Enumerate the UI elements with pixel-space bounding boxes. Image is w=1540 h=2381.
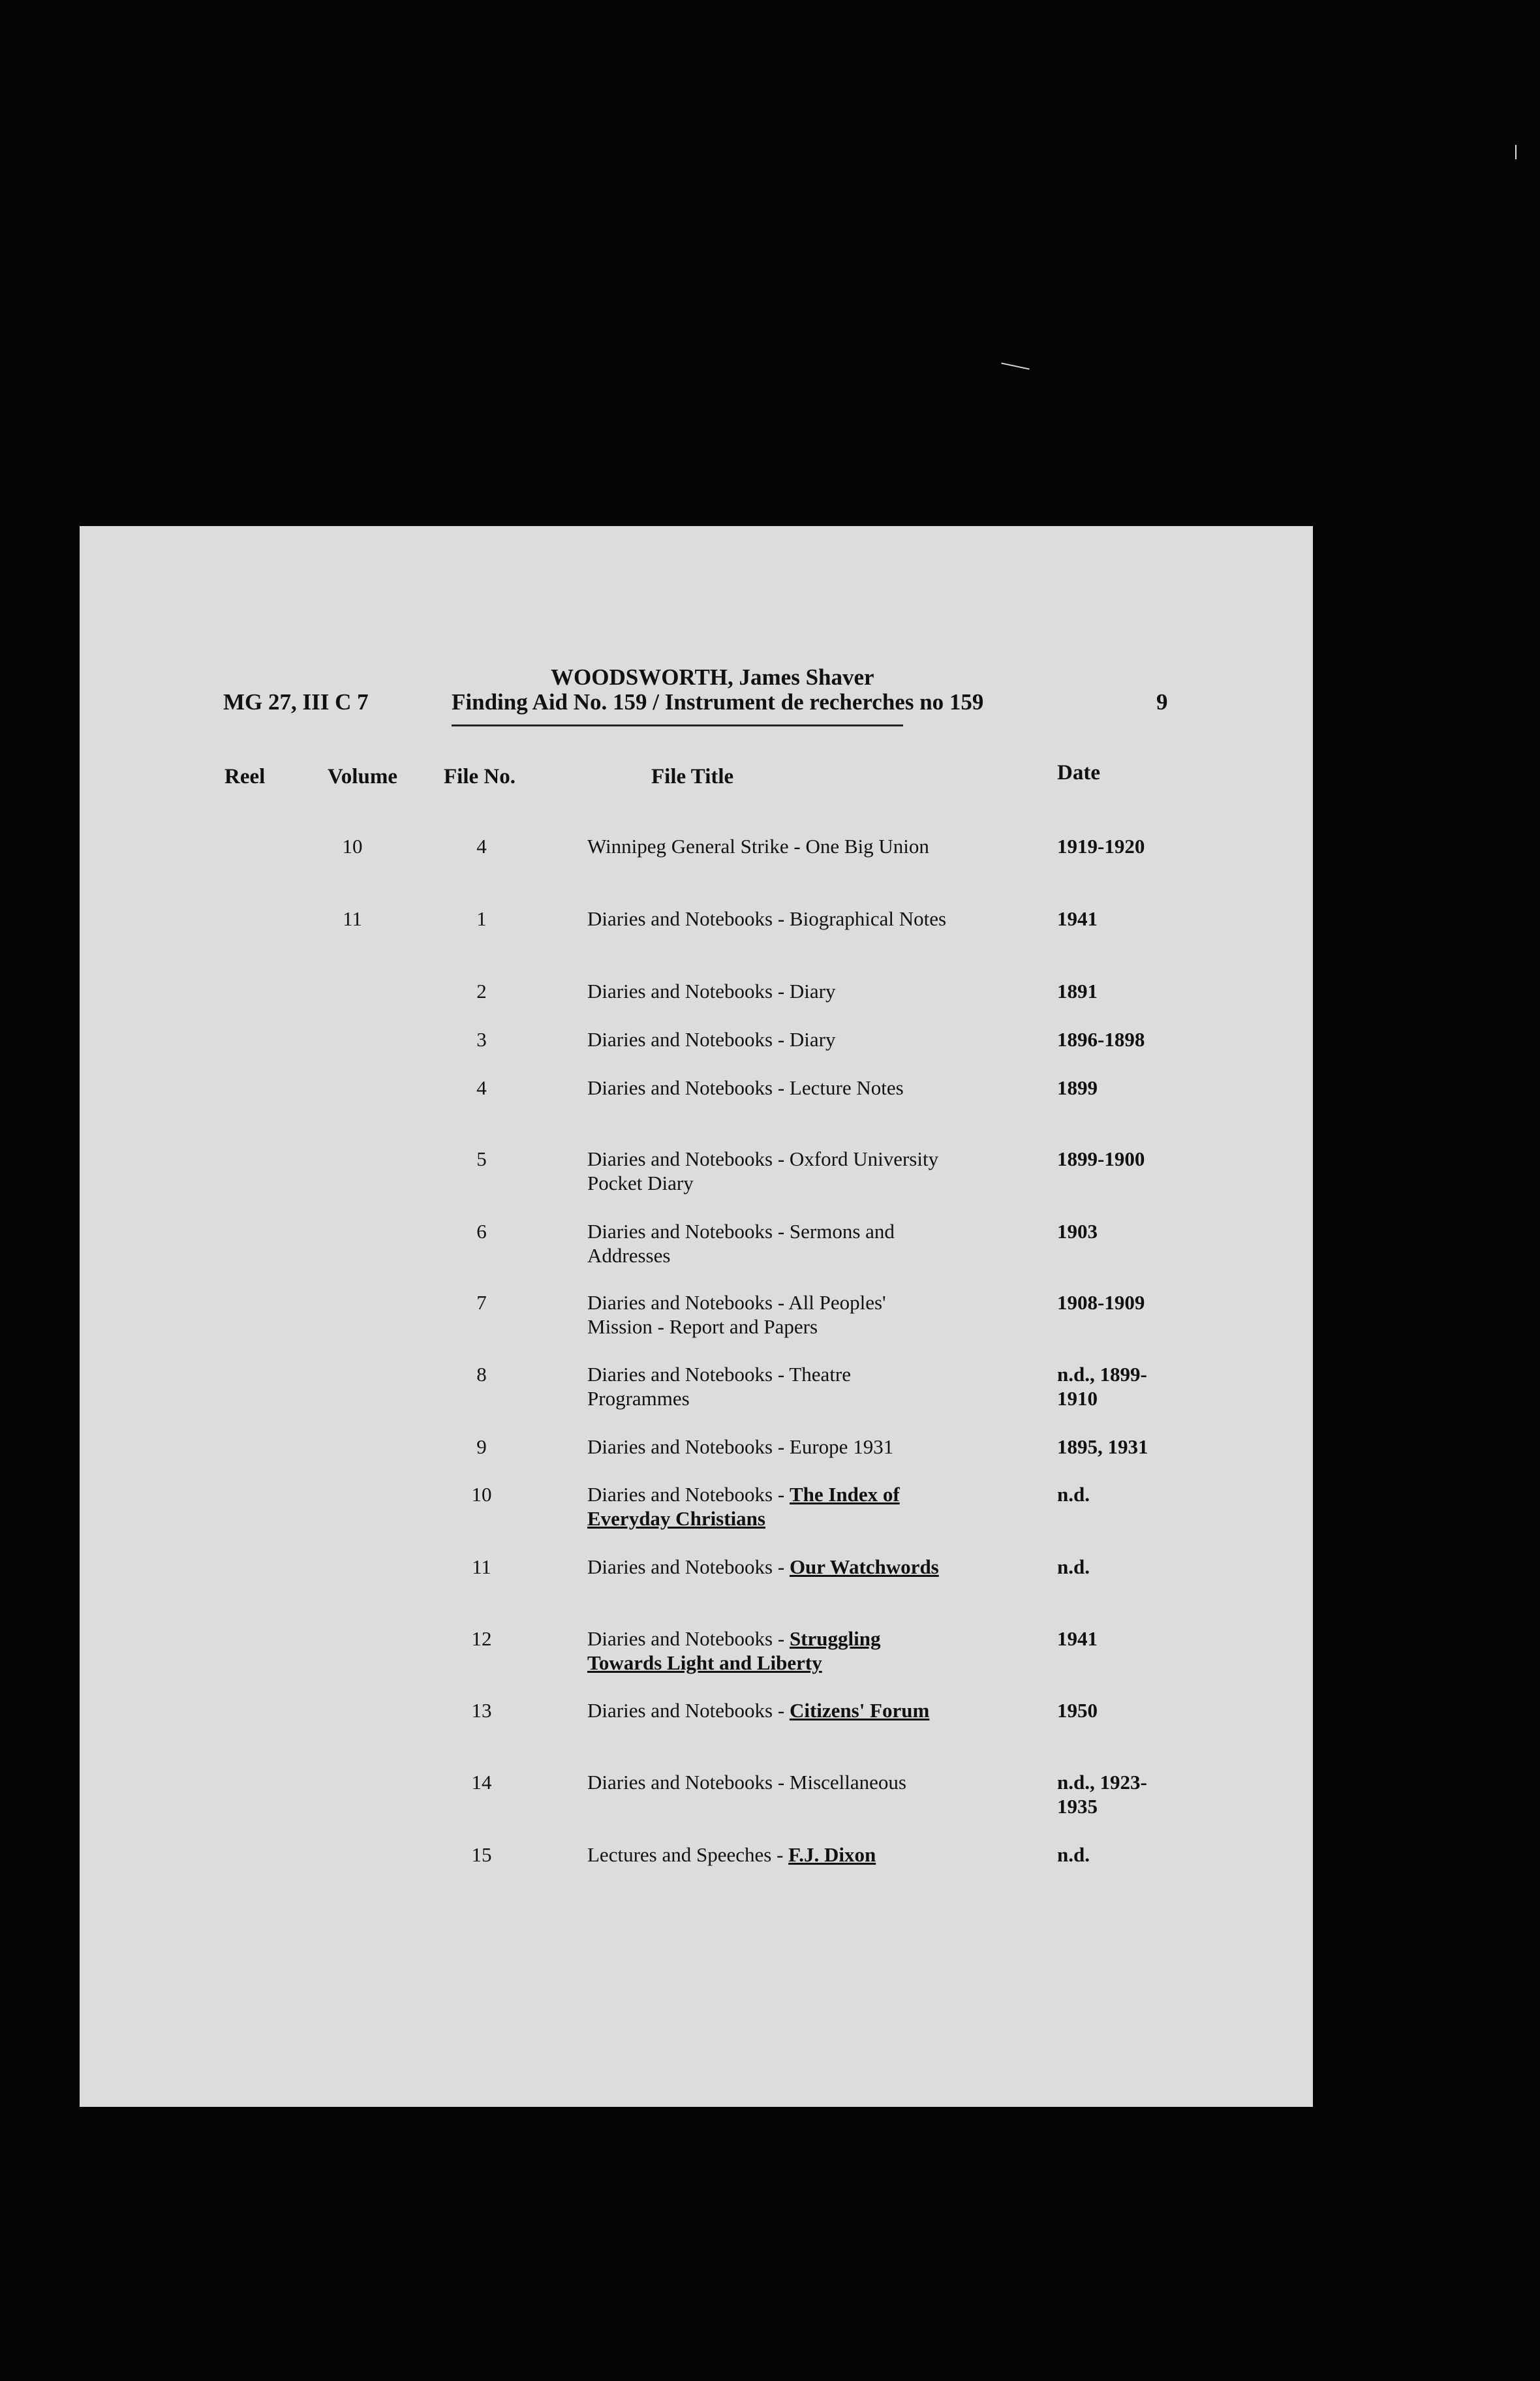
- file-title-text: Diaries and Notebooks - Theatre Programmes: [587, 1363, 852, 1410]
- file-title-text: Diaries and Notebooks -: [587, 1483, 790, 1506]
- date-cell: 1903: [1057, 1220, 1098, 1243]
- file-number-cell: 10: [471, 1483, 492, 1506]
- file-title-underlined-text: F.J. Dixon: [788, 1843, 876, 1866]
- file-title-cell: [587, 1482, 953, 1531]
- scan-mark: [1001, 362, 1029, 369]
- finding-aid-title: Finding Aid No. 159 / Instrument de recherches no 159: [452, 689, 984, 715]
- date-cell: 1899-1900: [1057, 1147, 1145, 1170]
- file-number-cell: 11: [472, 1555, 491, 1578]
- file-title-cell: [587, 1698, 953, 1722]
- document-page: [80, 526, 1313, 2107]
- file-title-cell: [587, 1362, 953, 1410]
- file-number-cell: 9: [476, 1435, 487, 1458]
- file-title-text: Lectures and Speeches -: [587, 1843, 789, 1866]
- date-cell: 1891: [1057, 980, 1098, 1003]
- file-title-cell: [587, 1076, 953, 1100]
- scan-mark: [1515, 145, 1517, 159]
- date-cell: 1919-1920: [1057, 835, 1145, 858]
- column-header-date: Date: [1057, 761, 1100, 785]
- file-title-cell: [587, 1219, 953, 1268]
- file-title-cell: [587, 1770, 953, 1794]
- file-number-cell: 2: [476, 980, 487, 1003]
- file-title-text: Diaries and Notebooks - All Peoples' Mission - Report and Papers: [587, 1291, 886, 1338]
- date-cell: 1950: [1057, 1699, 1098, 1722]
- file-title-cell: [587, 907, 953, 931]
- column-header-reel: Reel: [224, 765, 266, 788]
- file-title-cell: [587, 1147, 953, 1195]
- date-cell: 1941: [1057, 1627, 1098, 1650]
- date-cell: 1908-1909: [1057, 1291, 1145, 1314]
- date-cell: n.d.: [1057, 1843, 1090, 1866]
- file-number-cell: 6: [476, 1220, 487, 1243]
- file-title-cell: [587, 1626, 953, 1675]
- file-number-cell: 7: [476, 1291, 487, 1314]
- file-title-text: Diaries and Notebooks - Sermons and Addresses: [587, 1220, 895, 1267]
- fonds-reference: MG 27, III C 7: [223, 689, 369, 715]
- file-number-cell: 1: [476, 907, 487, 930]
- file-title-underlined-text: Citizens' Forum: [789, 1699, 930, 1722]
- volume-cell: 10: [342, 835, 363, 858]
- file-number-cell: 13: [471, 1699, 492, 1722]
- file-title-text: Diaries and Notebooks -: [587, 1555, 790, 1578]
- file-title-text: Diaries and Notebooks - Diary: [587, 980, 836, 1003]
- file-title-text: Diaries and Notebooks -: [587, 1699, 790, 1722]
- file-title-underlined-text: Our Watchwords: [789, 1555, 939, 1578]
- file-title-cell: [587, 1027, 953, 1051]
- date-cell: 1941: [1057, 907, 1098, 930]
- file-title-cell: [587, 1555, 953, 1579]
- column-header-file-no: File No.: [444, 765, 516, 788]
- date-cell: n.d., 1923-1935: [1057, 1771, 1147, 1818]
- file-title-text: Diaries and Notebooks - Europe 1931: [587, 1435, 894, 1458]
- file-title-cell: [587, 834, 953, 858]
- file-title-cell: [587, 1843, 953, 1867]
- file-title-text: Winnipeg General Strike - One Big Union: [587, 835, 929, 858]
- date-cell: n.d.: [1057, 1483, 1090, 1506]
- file-title-text: Diaries and Notebooks - Oxford University Pocket Diary: [587, 1147, 939, 1194]
- file-number-cell: 4: [476, 835, 487, 858]
- file-title-text: Diaries and Notebooks - Diary: [587, 1028, 836, 1051]
- date-cell: 1895, 1931: [1057, 1435, 1148, 1458]
- file-number-cell: 14: [471, 1771, 492, 1794]
- volume-cell: 11: [343, 907, 362, 930]
- file-title-cell: [587, 1435, 953, 1459]
- date-cell: 1899: [1057, 1076, 1098, 1099]
- file-number-cell: 4: [476, 1076, 487, 1099]
- file-number-cell: 8: [476, 1363, 487, 1386]
- date-cell: 1896-1898: [1057, 1028, 1145, 1051]
- page-number: 9: [1156, 689, 1168, 715]
- file-title-text: Diaries and Notebooks -: [587, 1627, 790, 1650]
- file-number-cell: 12: [471, 1627, 492, 1650]
- column-header-volume: Volume: [328, 765, 397, 788]
- file-title-underlined-text: Struggling Towards Light and Liberty: [587, 1627, 881, 1674]
- file-title-text: Diaries and Notebooks - Miscellaneous: [587, 1771, 906, 1794]
- date-cell: n.d.: [1057, 1555, 1090, 1578]
- file-list: [80, 526, 1313, 2107]
- file-title-cell: [587, 1290, 953, 1339]
- date-cell: n.d., 1899-1910: [1057, 1363, 1147, 1410]
- file-number-cell: 5: [476, 1147, 487, 1170]
- file-title-text: Diaries and Notebooks - Biographical Notes: [587, 907, 947, 930]
- file-title-cell: [587, 979, 953, 1003]
- file-title-underlined-text: The Index of Everyday Christians: [587, 1483, 900, 1530]
- file-number-cell: 15: [471, 1843, 492, 1866]
- file-number-cell: 3: [476, 1028, 487, 1051]
- collection-name: WOODSWORTH, James Shaver: [551, 664, 874, 690]
- column-header-file-title: File Title: [651, 765, 734, 788]
- file-title-text: Diaries and Notebooks - Lecture Notes: [587, 1076, 904, 1099]
